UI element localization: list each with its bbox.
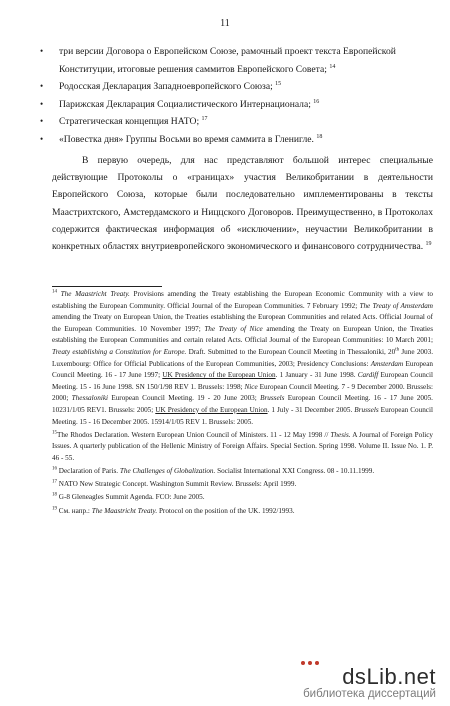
footnote-text: The Maastricht Treaty. <box>60 290 130 298</box>
dslib-watermark <box>303 664 436 700</box>
footnote-19 <box>52 506 433 518</box>
bullet-icon: • <box>40 81 44 92</box>
footnote-text: Declaration of Paris. <box>58 467 120 476</box>
footnote-text: June 2003. Luxembourg: Office for Official Publications of the European Communities, 2003; Presidency Conclusions: <box>52 347 433 368</box>
footnote-ref: 16 <box>313 98 320 105</box>
bullet-item <box>40 131 430 149</box>
footnote-number: 15 <box>52 430 57 436</box>
footnote-link: UK Presidency of the European Union <box>155 405 268 414</box>
footnote-text: Socialist International XXI Congress. 08 - 10.11.1999. <box>215 467 375 476</box>
bullet-text: Родосская Декларация Западноевропейского Союза; <box>59 81 273 93</box>
footnote-text: amending the Treaty on European Union, the Treaties establishing the European Communities and related Acts. Official Journal of the European Communities. 10 November 1997; <box>52 313 433 333</box>
bullet-icon: • <box>40 116 44 127</box>
footnote-text: Thesis. <box>330 430 351 439</box>
footnote-16 <box>52 466 433 478</box>
footnote-text: amending the Treaty on European Union, the Treaties establishing the European Communities and certain related Acts. Official Journal of the European Communities: 10 March 2001; <box>52 324 434 345</box>
footnote-text: Provisions amending the Treaty establishing the European Economic Community with a view to establishing the European Community. Official Journal of the European Communities. 7 February 1992; <box>52 290 433 310</box>
footnote-text: Draft. Submitted to the European Council Meeting in Thessaloniki, 20 <box>186 347 396 356</box>
bullet-text: Стратегическая концепция НАТО; <box>59 116 200 128</box>
bullet-text: три версии Договора о Европейском Союзе, рамочный проект текста Европейской Конституции, итоговые решения саммитов Европейского Совета; <box>59 46 396 75</box>
bullet-item <box>40 78 430 96</box>
footnote-text: . 1 July - 31 December 2005. <box>267 405 355 414</box>
footnote-text: The Treaty of Amsterdam <box>359 301 433 310</box>
footnote-ref: 15 <box>275 81 282 87</box>
footnote-text: The Challenges of Globalization. <box>119 467 216 476</box>
footnote-text: NATO New Strategic Concept. Washington Summit Review. Brussels: April 1999. <box>58 480 297 489</box>
footnote-text: The Treaty of Nice <box>204 324 263 333</box>
footnote-text: G-8 Gleneagles Summit Agenda. FCO: June 2005. <box>58 493 205 502</box>
footnote-number: 18 <box>52 493 57 499</box>
footnote-text: European Council Meeting. 7 - 9 December 2000. Brussels: 2000; <box>52 382 433 403</box>
footnote-text: A Journal of Foreign Policy Issues. A quarterly publication of the Hellenic Ministry of Foreign Affairs. Special Section. Spring 1998. Volume II. Issue No. 1. P. 46 - 55. <box>52 430 433 462</box>
footnote-text: European Council Meeting. 15 - 16 December 2005. 15914/1/05 REV 1. Brussels: 2005. <box>52 405 433 426</box>
paragraph-text: В первую очередь, для нас представляют большой интерес специальные действующие Протоколы о «границах» участия Великобритании в деятельности Европейского Союза, которые были последовательно имплементированы в тексты Маастрихтского, Амстердамского и Ниццского Договоров. Преимущественно, в Протоколах содержится фактическая информация об «исключении», неучастии Великобритании в конкретных областях внутриевропейского экономического и финансового сотрудничества. <box>52 155 433 253</box>
bullet-text: Парижская Декларация Социалистического Интернационала; <box>59 98 311 110</box>
footnote-ref: 19 <box>425 240 432 247</box>
footnote-text: European Council Meeting. 16 - 17 June 2005. 10231/1/05 REV1. Brussels: 2005; <box>52 394 433 414</box>
footnote-ref: 18 <box>316 133 323 140</box>
footnote-number: 16 <box>52 466 57 472</box>
footnote-link: UK Presidency of the European Union <box>162 371 276 380</box>
bullet-icon: • <box>40 98 44 109</box>
footnote-text: The Rhodos Declaration. Western European Union Council of Ministers. 11 - 12 May 1998 // <box>57 430 331 439</box>
logo-subtitle: библиотека диссертаций <box>303 688 436 700</box>
footnote-15 <box>52 430 433 465</box>
bullet-list <box>40 43 430 149</box>
footnote-text: The Maastricht Treaty. <box>91 506 158 515</box>
dslib-logo <box>303 664 436 690</box>
footnote-text: European Council Meeting. 15 - 16 June 1998. SN 150/1/98 REV 1. Brussels: 1998; <box>52 371 434 391</box>
bullet-item <box>40 113 430 131</box>
footnote-text: Thessaloniki <box>71 394 109 403</box>
footnote-divider <box>52 286 162 287</box>
bullet-item <box>40 96 430 114</box>
logo-dots-icon <box>299 658 329 668</box>
footnote-text: Brussels <box>260 394 285 403</box>
footnote-14 <box>52 289 433 428</box>
footnote-number: 19 <box>52 506 57 512</box>
page-number: 11 <box>220 18 230 29</box>
body-paragraph <box>52 152 433 255</box>
ordinal-suffix: th <box>395 347 400 353</box>
logo-ds: ds <box>342 664 367 689</box>
footnote-17 <box>52 479 433 491</box>
footnote-text: Treaty establishing a Constitution for Europe. <box>52 347 187 356</box>
bullet-item <box>40 43 430 78</box>
footnote-number: 14 <box>52 289 57 295</box>
footnote-text: European Council Meeting. 16 - 17 June 1997; <box>52 359 433 380</box>
footnote-ref: 17 <box>201 116 208 123</box>
footnotes <box>52 289 433 519</box>
footnote-text: Protocol on the position of the UK. 1992/1993. <box>157 506 295 515</box>
footnote-text: Nice <box>244 382 258 391</box>
footnote-text: Cardiff <box>357 371 379 380</box>
bullet-icon: • <box>40 46 44 56</box>
bullet-icon: • <box>40 133 44 144</box>
footnote-number: 17 <box>52 479 57 485</box>
footnote-text: Amsterdam <box>370 359 404 368</box>
footnote-18 <box>52 492 433 504</box>
logo-net: .net <box>397 664 436 689</box>
footnote-text: Brussels <box>354 405 379 414</box>
footnote-text: . 1 January - 31 June 1998. <box>275 371 358 380</box>
footnote-ref: 14 <box>329 63 336 70</box>
logo-lib: Lib <box>366 664 398 689</box>
footnote-text: European Council Meeting. 19 - 20 June 2003; <box>108 394 261 403</box>
bullet-text: «Повестка дня» Группы Восьми во время саммита в Гленигле. <box>59 133 314 145</box>
footnote-text: См. напр.: <box>58 506 92 515</box>
